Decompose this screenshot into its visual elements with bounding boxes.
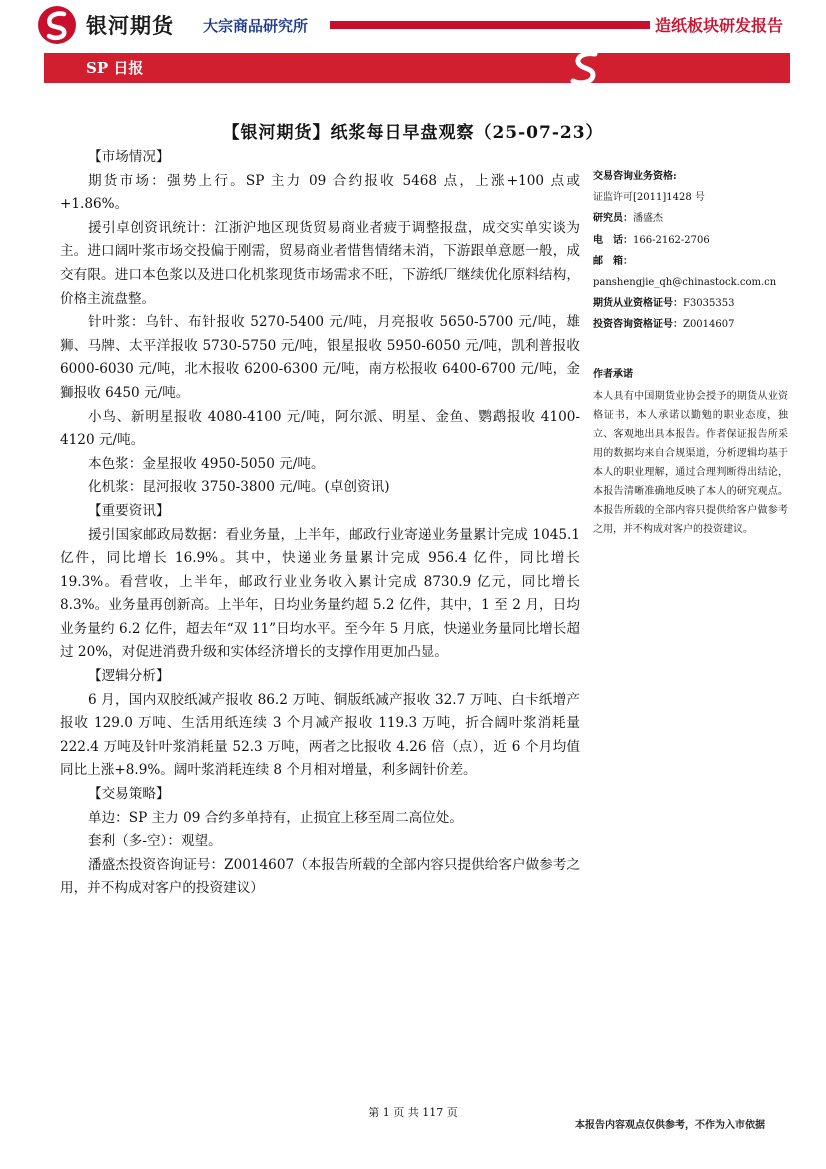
- header-divider: [330, 21, 650, 29]
- paragraph: 化机浆：昆河报收 3750-3800 元/吨。(卓创资讯): [88, 479, 390, 496]
- paragraph: 援引国家邮政局数据：看业务量，上半年，邮政行业寄递业务量累计完成 1045.1 亿件，同比增长 16.9%。其中，快递业务量累计完成 956.4 亿件，同比增长 19.3%。看营收，上半年，邮政行业业务收入累计完成 8730.9 亿元，同比增长 8.3%。业务量再创新高。上半年，日均业务量约超 5.2 亿件，其中，1 至 2 月，日均业务量约 6.2 亿件，超去年“双 11”日均水平。至今年 5 月底，快递业务量同比增长超过 20%，对促进消费升级和实体经济增长的支撑作用更加凸显。: [60, 526, 580, 661]
- qualification-value: 证监许可[2011]1428 号: [593, 192, 705, 204]
- swoosh-icon: [555, 48, 615, 90]
- paragraph: 潘盛杰投资咨询证号：Z0014607（本报告所载的全部内容只提供给客户做参考之用，并不构成对客户的投资建议）: [60, 856, 580, 897]
- section-heading-news: 【重要资讯】: [88, 502, 170, 519]
- futures-cert-number: F3035353: [683, 298, 735, 310]
- author-sidebar: [593, 166, 788, 539]
- section-banner: [44, 53, 790, 83]
- page-number: 第 1 页 共 117 页: [368, 1106, 458, 1119]
- futures-cert-label: 期货从业资格证号：: [593, 298, 683, 310]
- researcher-name: 潘盛杰: [633, 213, 663, 225]
- brand-name: 银河期货: [86, 14, 174, 38]
- paragraph: 单边：SP 主力 09 合约多单持有，止损宜上移至周二高位处。: [88, 809, 463, 826]
- section-heading-logic: 【逻辑分析】: [88, 668, 170, 685]
- company-logo-icon: [38, 6, 76, 44]
- report-title: 【银河期货】纸浆每日早盘观察（25-07-23）: [222, 123, 604, 143]
- report-type: 造纸板块研发报告: [655, 16, 784, 35]
- paragraph: 本色浆：金星报收 4950-5050 元/吨。: [88, 455, 325, 472]
- email-address[interactable]: panshengjie_qh@chinastock.com.cn: [593, 277, 777, 289]
- section-heading-market: 【市场情况】: [88, 149, 170, 165]
- phone-number: 166-2162-2706: [633, 234, 710, 246]
- institute-name: 大宗商品研究所: [203, 17, 309, 35]
- qualification-label: 交易咨询业务资格:: [593, 171, 677, 182]
- email-label: 邮 箱：: [593, 255, 633, 267]
- paragraph: 援引卓创资讯统计：江浙沪地区现货贸易商业者疲于调整报盘，成交实单实谈为主。进口阔叶浆市场交投偏于刚需，贸易商业者惜售情绪未消，下游跟单意愿一般，成交有限。进口本色浆以及进口化机浆现货市场需求不旺，下游纸厂继续优化原料结构，价格主流盘整。: [60, 219, 580, 307]
- paragraph: 针叶浆：乌针、布针报收 5270-5400 元/吨，月亮报收 5650-5700 元/吨，雄狮、马牌、太平洋报收 5730-5750 元/吨，银星报收 5950-6050 元/吨，凯利普报收 6000-6030 元/吨，北木报收 6200-6300 元/吨，南方松报收 6400-6700 元/吨，金獅报收 6450 元/吨。: [60, 314, 580, 401]
- paragraph: 套利（多-空）：观望。: [88, 833, 222, 850]
- paragraph: 期货市场：强势上行。SP 主力 09 合约报收 5468 点，上涨+100 点或+1.86%。: [60, 172, 580, 213]
- footer-disclaimer: 本报告内容观点仅供参考，不作为入市依据: [575, 1120, 765, 1131]
- pledge-title: 作者承诺: [593, 368, 633, 380]
- banner-label: SP 日报: [86, 59, 144, 77]
- invest-cert-label: 投资咨询资格证号：: [593, 319, 683, 331]
- paragraph: 6 月，国内双胶纸减产报收 86.2 万吨、铜版纸减产报收 32.7 万吨、白卡纸增产报收 129.0 万吨、生活用纸连续 3 个月减产报收 119.3 万吨，折合阔叶浆消耗量 222.4 万吨及针叶浆消耗量 52.3 万吨，两者之比报收 4.26 倍（点），近 6 个月均值同比上涨+8.9%。阔叶浆消耗连续 8 个月相对增量，利多阔针价差。: [60, 691, 580, 779]
- phone-label: 电 话：: [593, 234, 633, 246]
- researcher-label: 研究员：: [593, 213, 633, 225]
- paragraph: 小鸟、新明星报收 4080-4100 元/吨，阿尔派、明星、金鱼、鹦鹉报收 4100-4120 元/吨。: [60, 408, 580, 449]
- section-heading-strategy: 【交易策略】: [88, 786, 170, 803]
- invest-cert-number: Z0014607: [683, 319, 735, 331]
- pledge-text: 本人具有中国期货业协会授予的期货从业资格证书，本人承诺以勤勉的职业态度，独立、客观地出具本报告。作者保证报告所采用的数据均来自合规渠道，分析逻辑均基于本人的职业理解，通过合理判断得出结论，本报告清晰准确地反映了本人的研究观点。本报告所载的全部内容只提供给客户做参考之用，并不构成对客户的投资建议。: [593, 390, 788, 535]
- report-body: [60, 146, 580, 901]
